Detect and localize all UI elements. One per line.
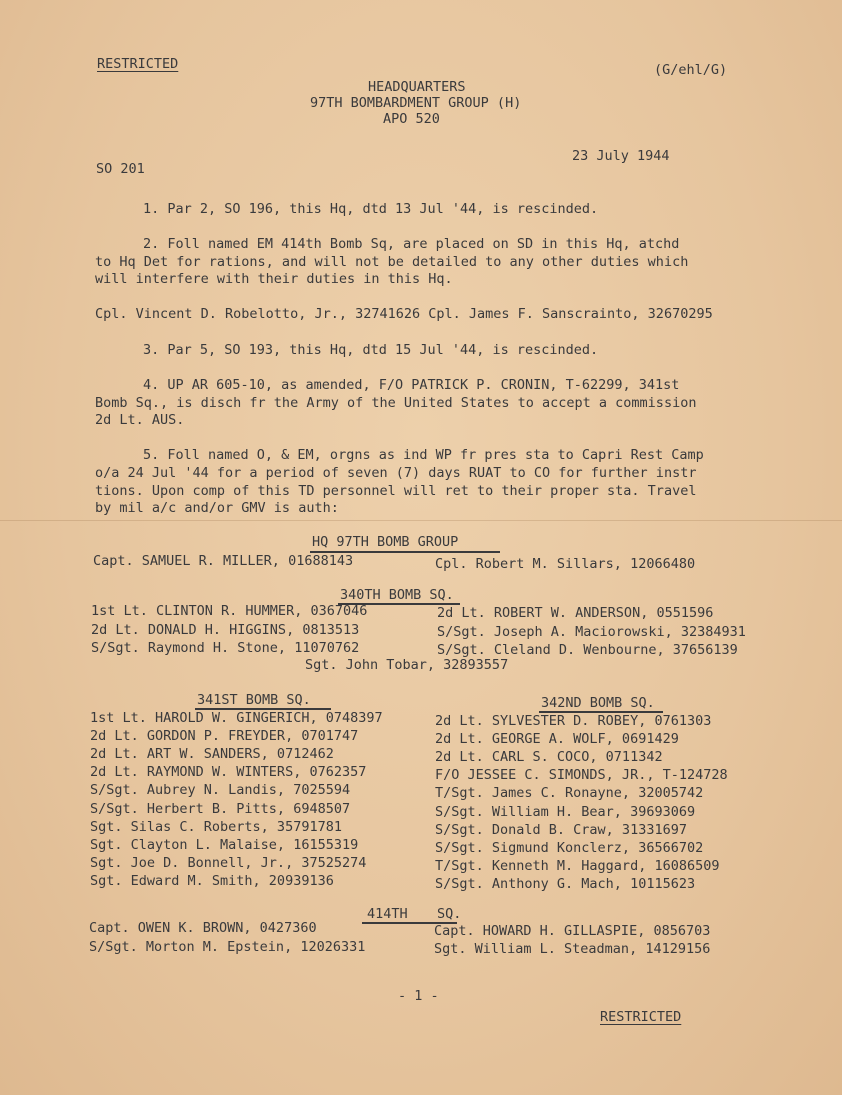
sq342-member: 2d Lt. GEORGE A. WOLF, 0691429 xyxy=(435,731,679,748)
sq342-member: T/Sgt. Kenneth M. Haggard, 16086509 xyxy=(435,857,720,874)
sq341-member: Sgt. Silas C. Roberts, 35791781 xyxy=(90,818,342,835)
paragraph-2-line-3: will interfere with their duties in this Hq. xyxy=(95,271,453,287)
sq340-center: Sgt. John Tobar, 32893557 xyxy=(305,657,509,673)
sq341-member: 2d Lt. RAYMOND W. WINTERS, 0762357 xyxy=(90,764,367,781)
paragraph-5-line-4: by mil a/c and/or GMV is auth: xyxy=(95,500,339,516)
sq341-member: 2d Lt. ART W. SANDERS, 0712462 xyxy=(90,746,334,763)
sq341-member: 2d Lt. GORDON P. FREYDER, 0701747 xyxy=(90,728,359,745)
hq-title: HEADQUARTERS xyxy=(368,79,466,95)
paragraph-2-line-2: to Hq Det for rations, and will not be detailed to any other duties which xyxy=(95,254,689,270)
hq-group-officer: Capt. SAMUEL R. MILLER, 01688143 xyxy=(93,553,354,569)
sq340-left-1: 1st Lt. CLINTON R. HUMMER, 0367046 xyxy=(91,603,368,619)
sq342-member: S/Sgt. Sigmund Konclerz, 36566702 xyxy=(435,839,704,856)
sq342-member: 2d Lt. SYLVESTER D. ROBEY, 0761303 xyxy=(435,713,712,729)
paragraph-2-names: Cpl. Vincent D. Robelotto, Jr., 32741626 Cpl. James F. Sanscrainto, 32670295 xyxy=(95,306,713,322)
sq342-member: T/Sgt. James C. Ronayne, 32005742 xyxy=(435,785,704,802)
sq342-member: F/O JESSEE C. SIMONDS, JR., T-124728 xyxy=(435,767,728,784)
sq414-heading-b: SQ. xyxy=(437,906,462,922)
paragraph-2-line-1: 2. Foll named EM 414th Bomb Sq, are placed on SD in this Hq, atchd xyxy=(143,236,680,252)
sq341-member: S/Sgt. Aubrey N. Landis, 7025594 xyxy=(90,782,351,799)
order-number: SO 201 xyxy=(96,161,145,177)
sq414-heading-a: 414TH xyxy=(367,906,408,922)
sq414-right-1: Capt. HOWARD H. GILLASPIE, 0856703 xyxy=(434,923,711,939)
sq341-member: S/Sgt. Herbert B. Pitts, 6948507 xyxy=(90,800,351,817)
apo-number: APO 520 xyxy=(383,111,440,127)
sq341-member: Sgt. Edward M. Smith, 20939136 xyxy=(90,872,334,889)
hq-group-enlisted: Cpl. Robert M. Sillars, 12066480 xyxy=(435,556,696,572)
sq342-member: S/Sgt. William H. Bear, 39693069 xyxy=(435,803,696,820)
file-reference: (G/ehl/G) xyxy=(654,62,728,78)
sq342-member: 2d Lt. CARL S. COCO, 0711342 xyxy=(435,749,663,766)
sq341-member: Sgt. Clayton L. Malaise, 16155319 xyxy=(90,836,359,853)
classification-bottom: RESTRICTED xyxy=(600,1009,682,1025)
paragraph-5-line-3: tions. Upon comp of this TD personnel will ret to their proper sta. Travel xyxy=(95,483,697,499)
paragraph-4-line-2: Bomb Sq., is disch fr the Army of the United States to accept a commission xyxy=(95,395,697,411)
sq342-member: S/Sgt. Anthony G. Mach, 10115623 xyxy=(435,875,696,892)
sq342-heading: 342ND BOMB SQ. xyxy=(541,695,655,711)
paragraph-4-line-1: 4. UP AR 605-10, as amended, F/O PATRICK P. CRONIN, T-62299, 341st xyxy=(143,377,680,393)
sq342-member: S/Sgt. Donald B. Craw, 31331697 xyxy=(435,821,687,838)
sq340-right-1: 2d Lt. ROBERT W. ANDERSON, 0551596 xyxy=(437,605,714,621)
sq340-left-2: 2d Lt. DONALD H. HIGGINS, 0813513 xyxy=(91,622,360,638)
paragraph-5-line-1: 5. Foll named O, & EM, orgns as ind WP fr pres sta to Capri Rest Camp xyxy=(143,447,704,463)
sq341-heading: 341ST BOMB SQ. xyxy=(197,692,311,708)
paragraph-5-line-2: o/a 24 Jul '44 for a period of seven (7) days RUAT to CO for further instr xyxy=(95,465,697,481)
classification-top: RESTRICTED xyxy=(97,56,179,72)
page-number: - 1 - xyxy=(398,988,439,1004)
sq341-member: Sgt. Joe D. Bonnell, Jr., 37525274 xyxy=(90,854,367,871)
sq340-right-3: S/Sgt. Cleland D. Wenbourne, 37656139 xyxy=(437,642,738,658)
sq340-right-2: S/Sgt. Joseph A. Maciorowski, 32384931 xyxy=(437,624,746,640)
hq-group-heading: HQ 97TH BOMB GROUP xyxy=(312,534,459,550)
sq414-left-2: S/Sgt. Morton M. Epstein, 12026331 xyxy=(89,939,366,955)
paragraph-4-line-3: 2d Lt. AUS. xyxy=(95,412,185,428)
sq340-left-3: S/Sgt. Raymond H. Stone, 11070762 xyxy=(91,640,360,656)
paragraph-1: 1. Par 2, SO 196, this Hq, dtd 13 Jul '44, is rescinded. xyxy=(143,201,599,217)
sq341-member: 1st Lt. HAROLD W. GINGERICH, 0748397 xyxy=(90,710,383,726)
order-date: 23 July 1944 xyxy=(572,148,670,164)
unit-name: 97TH BOMBARDMENT GROUP (H) xyxy=(310,95,522,111)
sq414-left-1: Capt. OWEN K. BROWN, 0427360 xyxy=(89,920,317,936)
sq414-right-2: Sgt. William L. Steadman, 14129156 xyxy=(434,941,711,957)
paper-fold xyxy=(0,520,842,521)
sq340-heading: 340TH BOMB SQ. xyxy=(340,587,454,603)
paragraph-3: 3. Par 5, SO 193, this Hq, dtd 15 Jul '44, is rescinded. xyxy=(143,342,599,358)
